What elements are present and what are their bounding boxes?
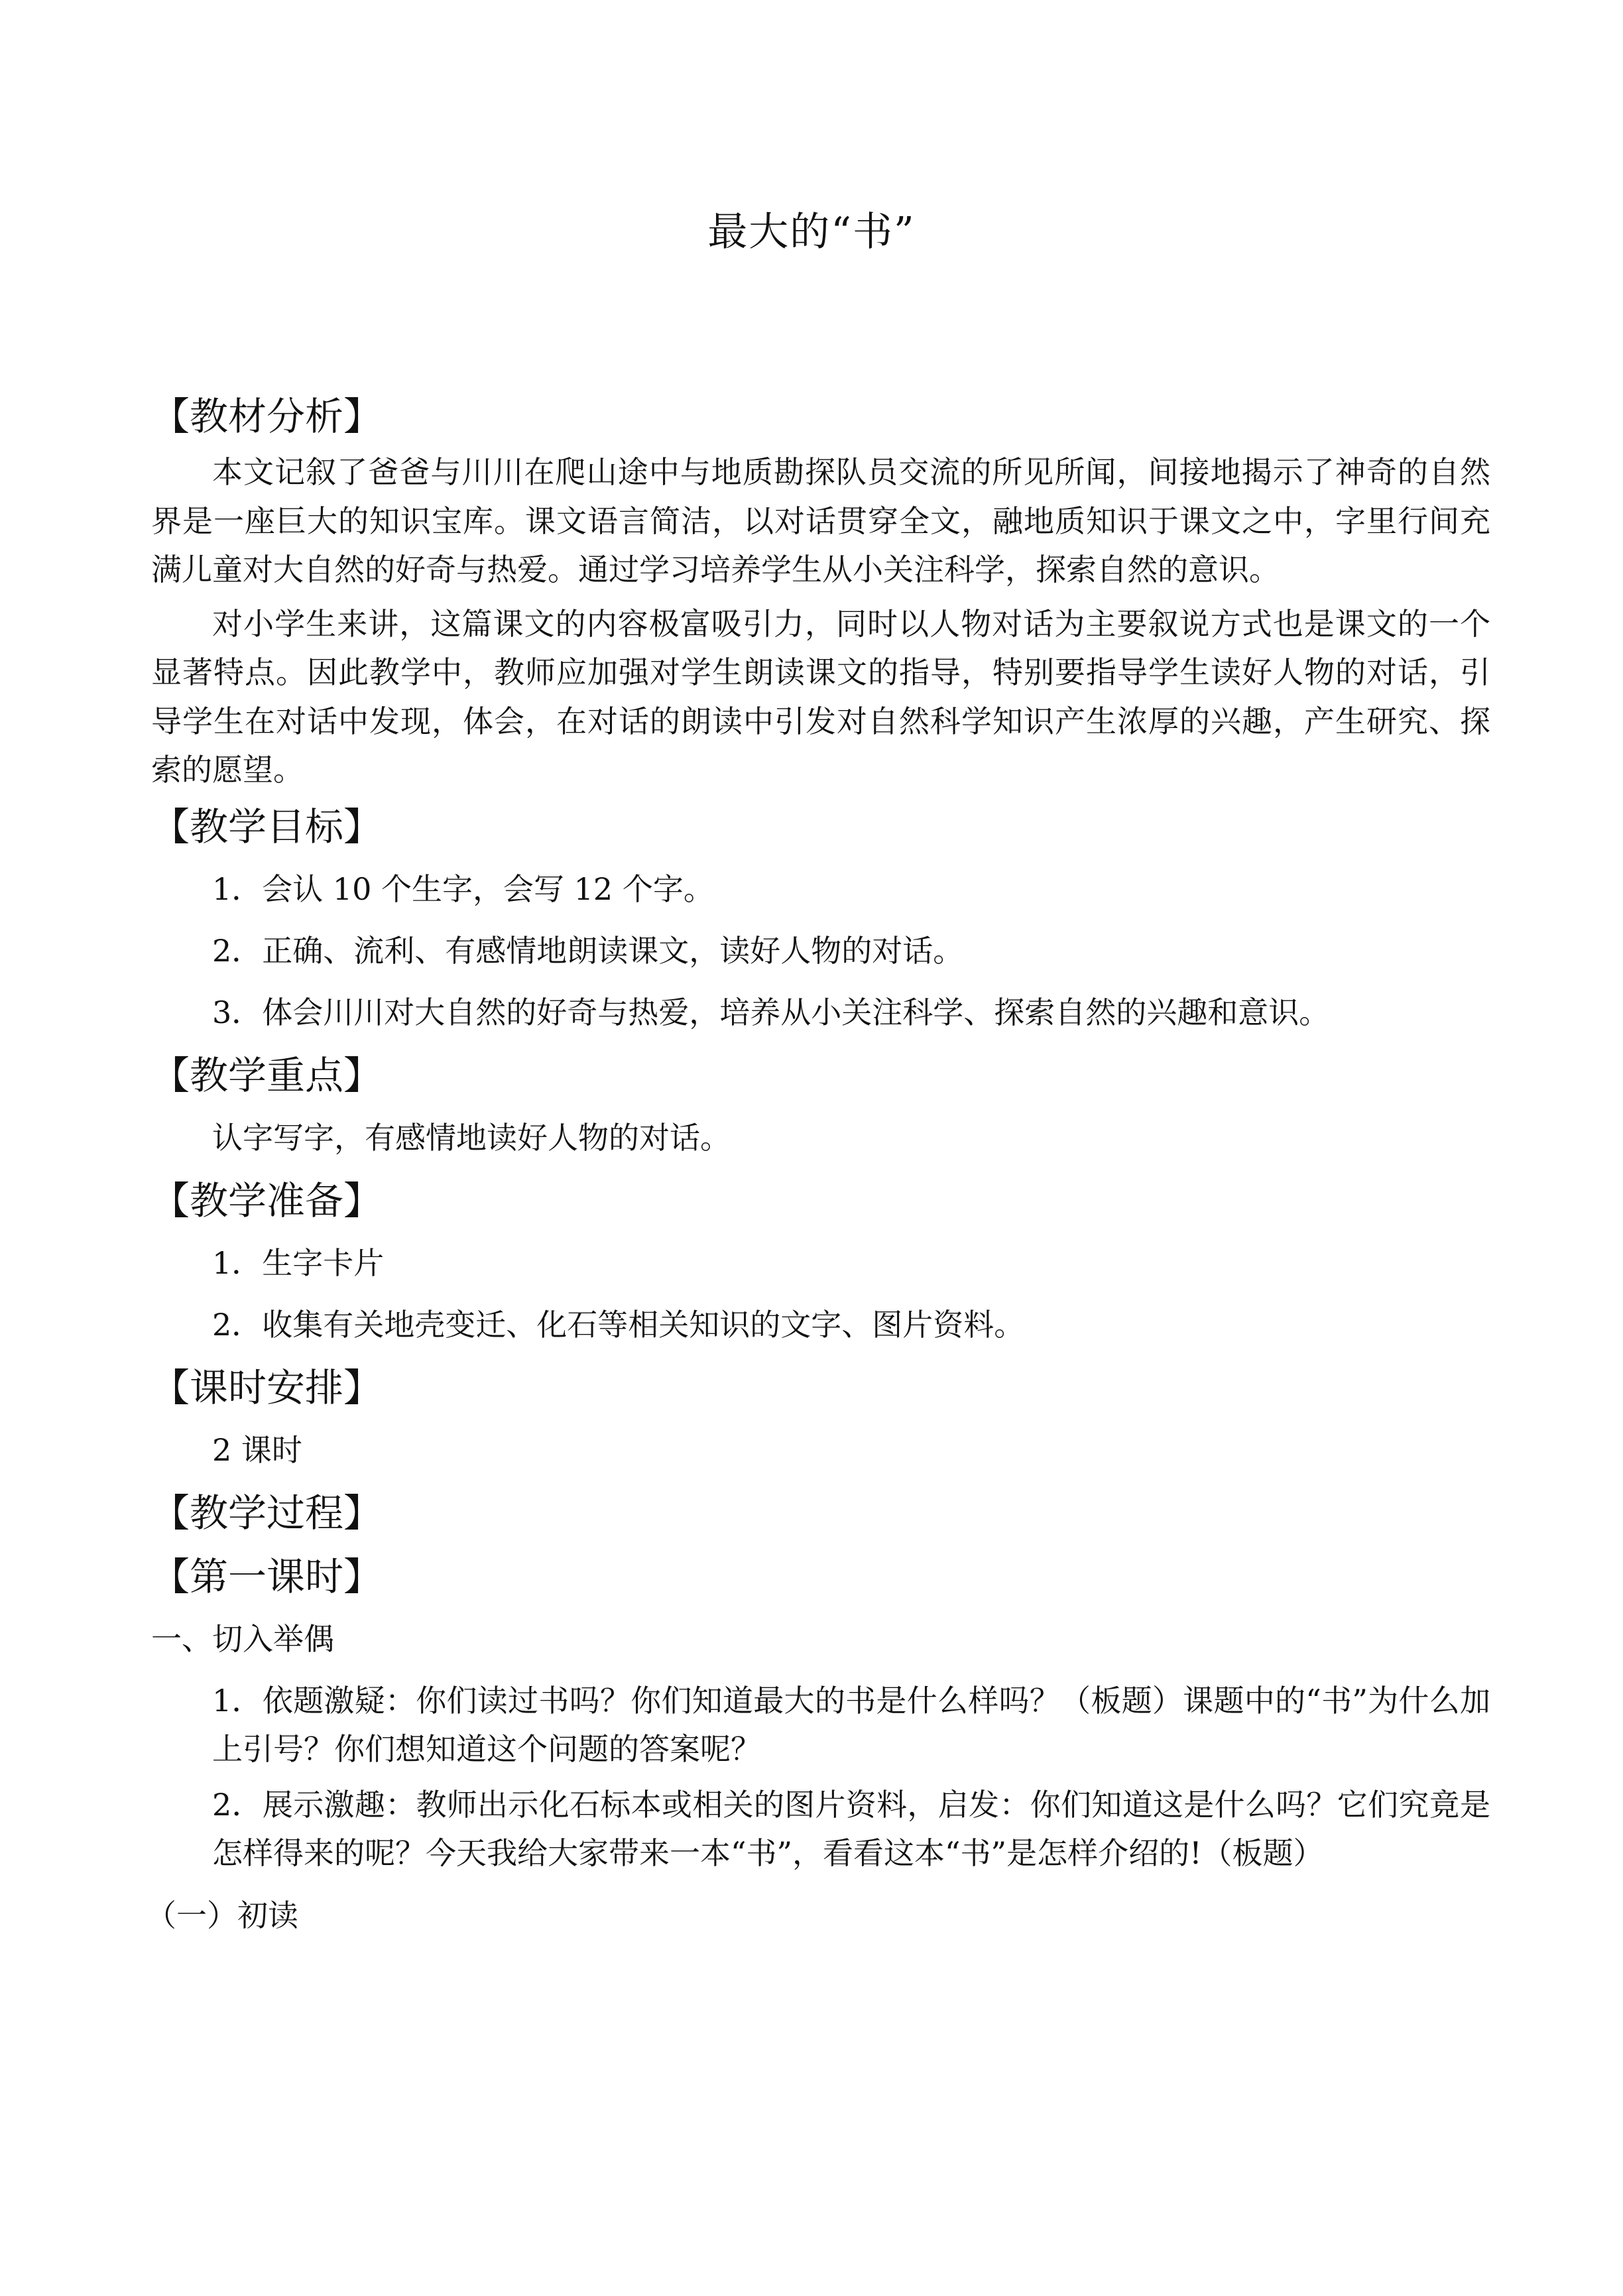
heading-process: 【教学过程】 <box>151 1490 383 1536</box>
document-body <box>146 385 1490 1947</box>
analysis-paragraph-1: 本文记叙了爸爸与川川在爬山途中与地质勘探队员交流的所见所闻，间接地揭示了神奇的自然界是一座巨大的知识宝库。课文语言简洁，以对话贯穿全文，融地质知识于课文之中，字里行间充满儿童对大自然的好奇与热爱。通过学习培养学生从小关注科学，探索自然的意识。 <box>151 454 1490 587</box>
prep-item-2: 2．收集有关地壳变迁、化石等相关知识的文字、图片资料。 <box>212 1306 1025 1343</box>
analysis-paragraph-2: 对小学生来讲，这篇课文的内容极富吸引力，同时以人物对话为主要叙说方式也是课文的一个显著特点。因此教学中，教师应加强对学生朗读课文的指导，特别要指导学生读好人物的对话，引导学生在对话中发现，体会，在对话的朗读中引发对自然科学知识产生浓厚的兴趣，产生研究、探索的愿望。 <box>151 605 1490 788</box>
focus-text: 认字写字，有感情地读好人物的对话。 <box>212 1119 731 1156</box>
goal-item-3: 3．体会川川对大自然的好奇与热爱，培养从小关注科学、探索自然的兴趣和意识。 <box>212 994 1330 1030</box>
goal-item-1: 1．会认 10 个生字，会写 12 个字。 <box>212 871 714 907</box>
heading-schedule: 【课时安排】 <box>151 1364 383 1410</box>
heading-focus: 【教学重点】 <box>151 1052 383 1098</box>
heading-analysis: 【教材分析】 <box>151 394 383 439</box>
step-1-text: 1．依题激疑：你们读过书吗？你们知道最大的书是什么样吗？（板题）课题中的“书”为什么加上引号？你们想知道这个问题的答案呢？ <box>212 1682 1490 1767</box>
subsection-first-reading: （一）初读 <box>146 1897 298 1933</box>
step-1 <box>151 1677 1490 1774</box>
heading-prep: 【教学准备】 <box>151 1178 383 1223</box>
heading-lesson-1: 【第一课时】 <box>151 1553 383 1599</box>
schedule-text: 2 课时 <box>212 1431 302 1468</box>
step-2-text: 2．展示激趣：教师出示化石标本或相关的图片资料，启发：你们知道这是什么吗？它们究竟是怎样得来的呢？今天我给大家带来一本“书”，看看这本“书”是怎样介绍的!（板题） <box>212 1786 1490 1871</box>
prep-item-1: 1．生字卡片 <box>212 1244 385 1281</box>
page-title: 最大的“书” <box>707 209 916 255</box>
goal-item-2: 2．正确、流利、有感情地朗读课文，读好人物的对话。 <box>212 932 964 969</box>
step-2 <box>151 1781 1490 1878</box>
heading-goals: 【教学目标】 <box>151 804 383 849</box>
part-1-title: 一、切入举偶 <box>151 1620 334 1657</box>
